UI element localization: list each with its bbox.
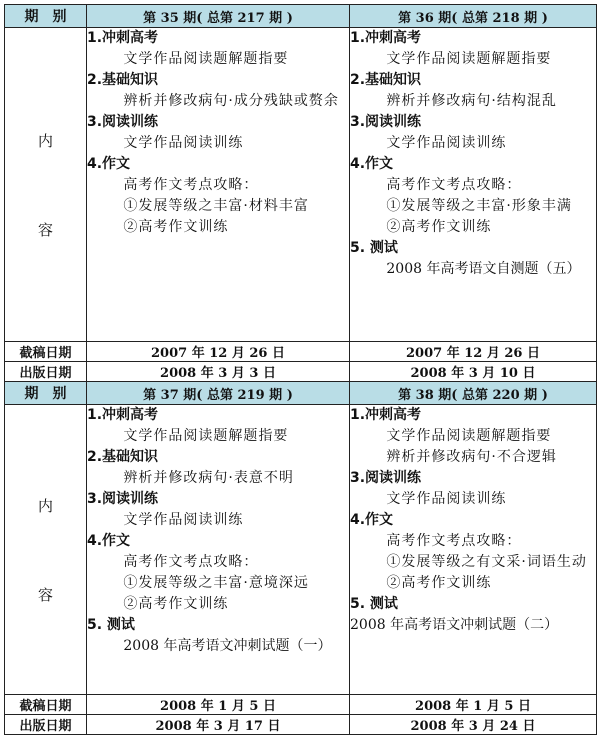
section-line: ①发展等级之丰富·材料丰富 — [123, 198, 309, 214]
section-line: ①发展等级之丰富·形象丰满 — [386, 198, 572, 214]
section-line: 辨析并修改病句·结构混乱 — [386, 93, 557, 109]
section-title: 3.阅读训练 — [350, 470, 422, 486]
section-title: 5. 测试 — [350, 596, 398, 612]
deadline-date: 2008 年 1 月 5 日 — [87, 695, 350, 715]
section-line: 文学作品阅读训练 — [123, 512, 244, 528]
issue-header: 第 36 期( 总第 218 期 ) — [350, 5, 597, 28]
section-line: 高考作文考点攻略： — [123, 554, 259, 570]
section-title: 4.作文 — [350, 512, 394, 528]
deadline-label: 截稿日期 — [5, 695, 87, 715]
section-title: 1.冲刺高考 — [87, 30, 159, 46]
deadline-date: 2007 年 12 月 26 日 — [350, 342, 597, 362]
section-title: 5. 测试 — [350, 240, 398, 256]
section-title: 1.冲刺高考 — [87, 407, 159, 423]
deadline-label: 截稿日期 — [5, 342, 87, 362]
schedule-table — [4, 4, 597, 735]
section-title: 4.作文 — [87, 156, 131, 172]
deadline-date: 2008 年 1 月 5 日 — [350, 695, 597, 715]
section-line: 2008 年高考语文自测题（五） — [386, 261, 581, 277]
section-title: 5. 测试 — [87, 617, 135, 633]
publish-label: 出版日期 — [5, 362, 87, 382]
publish-date: 2008 年 3 月 24 日 — [350, 715, 597, 735]
section-title: 2.基础知识 — [87, 449, 159, 465]
section-line: 文学作品阅读训练 — [386, 491, 507, 507]
issue-label: 期 别 — [5, 382, 87, 405]
section-title: 2.基础知识 — [350, 72, 422, 88]
section-title: 3.阅读训练 — [350, 114, 422, 130]
content-label: 内 容 — [5, 405, 87, 695]
publish-label: 出版日期 — [5, 715, 87, 735]
section-title: 4.作文 — [87, 533, 131, 549]
issue-content — [350, 405, 597, 695]
section-title: 1.冲刺高考 — [350, 30, 422, 46]
section-title: 2.基础知识 — [87, 72, 159, 88]
section-line: 辨析并修改病句·不合逻辑 — [386, 449, 557, 465]
section-line: 辨析并修改病句·成分残缺或赘余 — [123, 93, 339, 109]
section-line: ②高考作文训练 — [386, 575, 492, 591]
section-line: 文学作品阅读训练 — [386, 135, 507, 151]
issue-header: 第 37 期( 总第 219 期 ) — [87, 382, 350, 405]
publish-date: 2008 年 3 月 17 日 — [87, 715, 350, 735]
section-line: ②高考作文训练 — [123, 596, 229, 612]
content-label: 内 容 — [5, 28, 87, 342]
issue-content — [87, 28, 350, 342]
section-line: 文学作品阅读题解题指要 — [123, 428, 289, 444]
issue-header: 第 38 期( 总第 220 期 ) — [350, 382, 597, 405]
section-title: 1.冲刺高考 — [350, 407, 422, 423]
issue-content — [350, 28, 597, 342]
section-line: 2008 年高考语文冲刺试题（二） — [350, 617, 559, 633]
section-line: 高考作文考点攻略： — [386, 177, 522, 193]
section-line: ①发展等级之丰富·意境深远 — [123, 575, 309, 591]
issue-header: 第 35 期( 总第 217 期 ) — [87, 5, 350, 28]
section-line: 文学作品阅读题解题指要 — [123, 51, 289, 67]
section-line: 高考作文考点攻略： — [123, 177, 259, 193]
section-line: 辨析并修改病句·表意不明 — [123, 470, 294, 486]
section-line: 2008 年高考语文冲刺试题（一） — [123, 638, 332, 654]
deadline-date: 2007 年 12 月 26 日 — [87, 342, 350, 362]
section-line: 高考作文考点攻略： — [386, 533, 522, 549]
section-title: 3.阅读训练 — [87, 491, 159, 507]
section-title: 4.作文 — [350, 156, 394, 172]
publish-date: 2008 年 3 月 10 日 — [350, 362, 597, 382]
section-line: ②高考作文训练 — [123, 219, 229, 235]
section-line: 文学作品阅读训练 — [123, 135, 244, 151]
section-line: 文学作品阅读题解题指要 — [386, 51, 552, 67]
issue-content — [87, 405, 350, 695]
publish-date: 2008 年 3 月 3 日 — [87, 362, 350, 382]
section-line: 文学作品阅读题解题指要 — [386, 428, 552, 444]
section-line: ①发展等级之有文采·词语生动 — [386, 554, 587, 570]
issue-label: 期 别 — [5, 5, 87, 28]
section-title: 3.阅读训练 — [87, 114, 159, 130]
section-line: ②高考作文训练 — [386, 219, 492, 235]
